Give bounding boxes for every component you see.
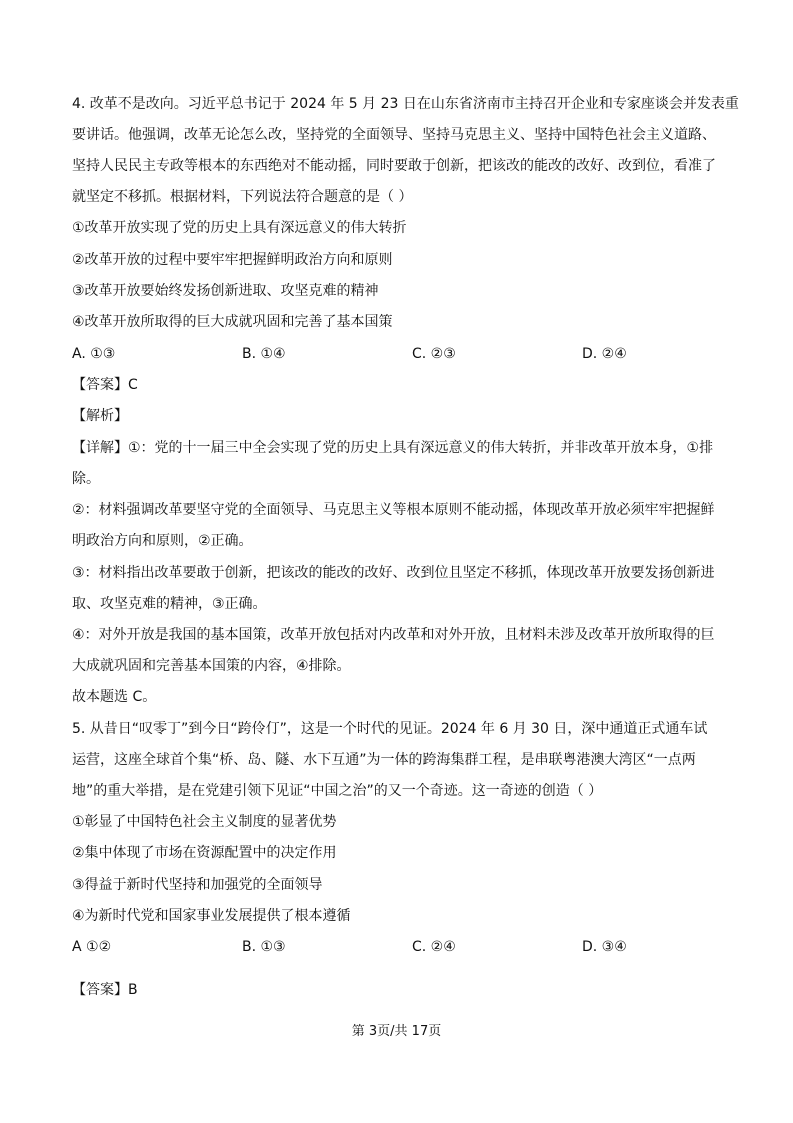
q5-stem-line: 运营，这座全球首个集“桥、岛、隧、水下互通”为一体的跨海集群工程，是串联粤港澳大湾区“一点两 <box>72 752 696 768</box>
q4-detail-line: ③：材料指出改革要敢于创新，把该改的能改的改好、改到位且坚定不移抓，体现改革开放要发扬创新进 <box>72 565 715 581</box>
q4-stem-line: 4. 改革不是改向。习近平总书记于 2024 年 5 月 23 日在山东省济南市主持召开企业和专家座谈会并发表重 <box>72 96 739 112</box>
q4-detail-line: ④：对外开放是我国的基本国策，改革开放包括对内改革和对外开放，且材料未涉及改革开放所取得的巨 <box>72 627 715 643</box>
page-number-footer: 第 3页/共 17页 <box>351 1024 442 1039</box>
q5-statement: ③得益于新时代坚持和加强党的全面领导 <box>72 877 323 893</box>
q4-conclusion: 故本题选 C。 <box>72 689 157 705</box>
q4-answer: 【答案】C <box>72 377 138 393</box>
q5-statement: ①彰显了中国特色社会主义制度的显著优势 <box>72 814 337 830</box>
q4-stem-line: 就坚定不移抓。根据材料，下列说法符合题意的是（ ） <box>72 189 413 205</box>
q4-option-a: A. ①③ <box>72 346 116 362</box>
q5-statement: ④为新时代党和国家事业发展提供了根本遵循 <box>72 908 351 924</box>
q4-stem-line: 要讲话。他强调，改革无论怎么改，坚持党的全面领导、坚持马克思主义、坚持中国特色社会主义道路、 <box>72 127 716 143</box>
q4-stem-line: 坚持人民民主专政等根本的东西绝对不能动摇，同时要敢于创新，把该改的能改的改好、改到位，看准了 <box>72 158 716 174</box>
q5-option-a: A ①② <box>72 939 112 955</box>
q4-detail-line: 大成就巩固和完善基本国策的内容，④排除。 <box>72 658 351 674</box>
q4-option-d: D. ②④ <box>582 346 627 362</box>
q5-answer: 【答案】B <box>72 982 138 998</box>
q5-statement: ②集中体现了市场在资源配置中的决定作用 <box>72 845 337 861</box>
q5-option-b: B. ①③ <box>242 939 286 955</box>
q4-statement: ②改革开放的过程中要牢牢把握鲜明政治方向和原则 <box>72 252 393 268</box>
q4-option-b: B. ①④ <box>242 346 286 362</box>
q5-option-d: D. ③④ <box>582 939 627 955</box>
q4-detail-line: ②：材料强调改革要坚守党的全面领导、马克思主义等根本原则不能动摇，体现改革开放必须牢牢把握鲜 <box>72 502 715 518</box>
q4-detail-line: 【详解】①：党的十一届三中全会实现了党的历史上具有深远意义的伟大转折，并非改革开放本身，①排 <box>72 440 714 456</box>
q4-statement: ①改革开放实现了党的历史上具有深远意义的伟大转折 <box>72 220 407 236</box>
q4-option-c: C. ②③ <box>412 346 456 362</box>
q4-statement: ④改革开放所取得的巨大成就巩固和完善了基本国策 <box>72 314 393 330</box>
q4-analysis-label: 【解析】 <box>72 408 128 424</box>
q4-detail-line: 除。 <box>72 471 100 487</box>
q4-statement: ③改革开放要始终发扬创新进取、攻坚克难的精神 <box>72 283 379 299</box>
q4-detail-line: 明政治方向和原则，②正确。 <box>72 533 253 549</box>
q5-option-c: C. ②④ <box>412 939 456 955</box>
q5-stem-line: 5. 从昔日“叹零丁”到今日“跨伶仃”，这是一个时代的见证。2024 年 6 月 30 日，深中通道正式通车试 <box>72 721 708 737</box>
q5-stem-line: 地”的重大举措，是在党建引领下见证“中国之治”的又一个奇迹。这一奇迹的创造（ ） <box>72 783 603 799</box>
q4-detail-line: 取、攻坚克难的精神，③正确。 <box>72 596 267 612</box>
